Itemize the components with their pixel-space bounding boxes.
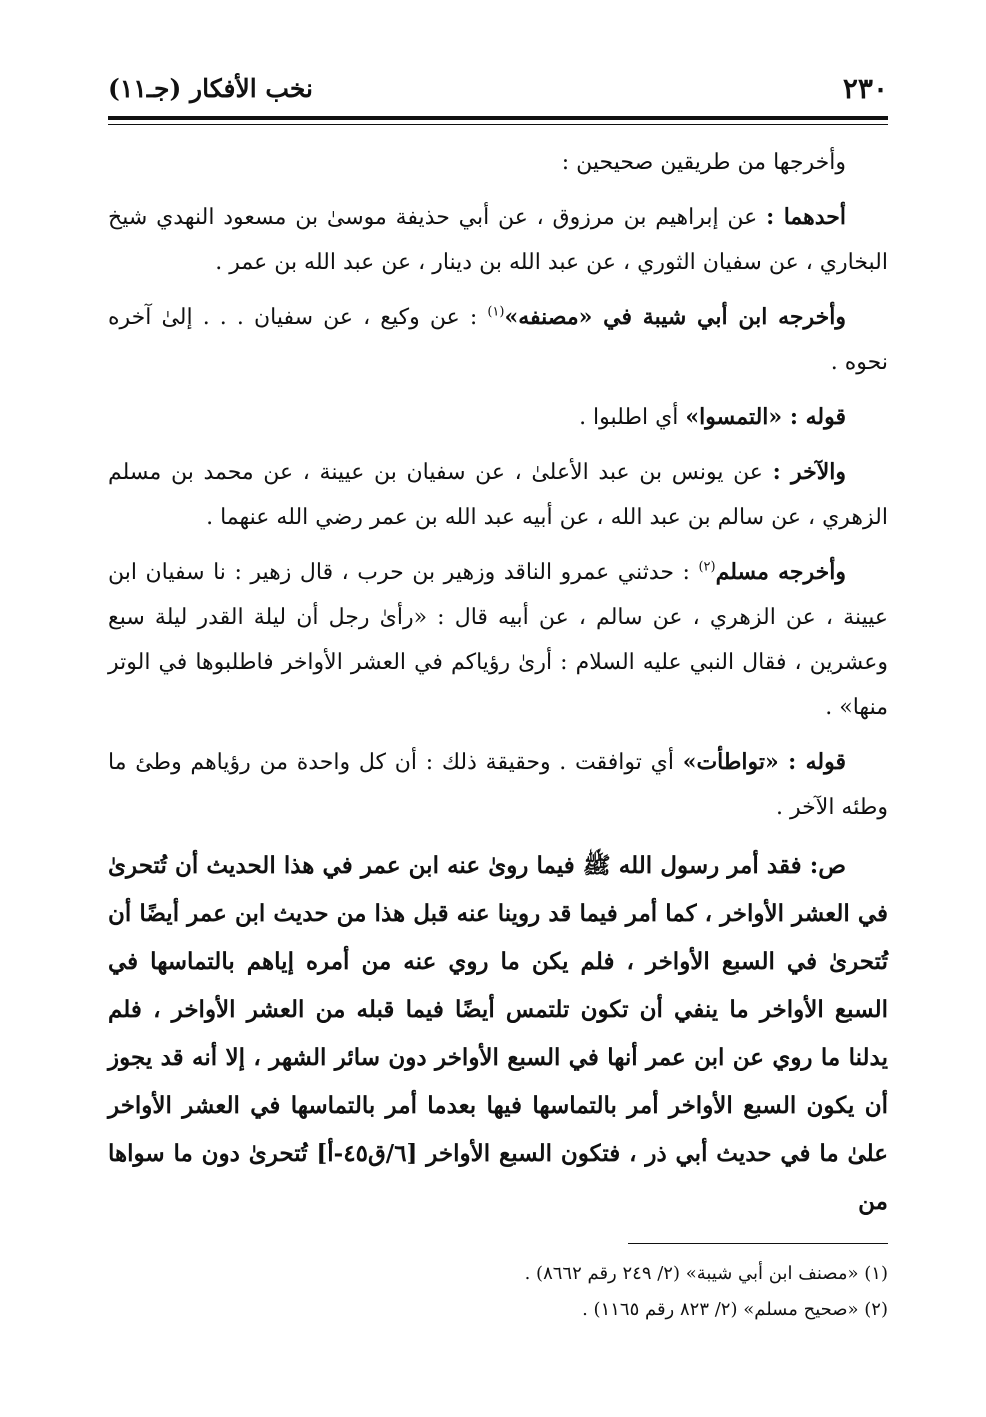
- muslim-lead: وأخرجه مسلم: [715, 559, 846, 585]
- footnote-2: (٢) «صحيح مسلم» (٢/ ٨٢٣ رقم ١١٦٥) .: [582, 1299, 888, 1320]
- footnote-1: (١) «مصنف ابن أبي شيبة» (٢/ ٢٤٩ رقم ٨٦٦٢) .: [524, 1263, 888, 1284]
- tawataat-text: أي توافقت . وحقيقة ذلك : أن كل واحدة من رؤياهم وطئ ما وطئه الآخر .: [108, 750, 888, 820]
- muslim-text: : حدثني عمرو الناقد وزهير بن حرب ، قال زهير : نا سفيان ابن عيينة ، عن الزهري ، عن سالم ، عن أبيه قال : «رأىٰ رجل أن ليلة القدر ليلة سبع وعشرين ، فقال النبي عليه السلام : أرىٰ رؤياكم في العشر الأواخر فاطلبوها في الوتر منها» .: [108, 560, 888, 720]
- ibn-abi-shayba-text: : عن وكيع ، عن سفيان . . . إلىٰ آخره نحوه .: [108, 305, 888, 375]
- header-rule-thick: [108, 116, 888, 120]
- first-route-text: عن إبراهيم بن مرزوق ، عن أبي حذيفة موسىٰ بن مسعود النهدي شيخ البخاري ، عن سفيان الثوري ، عن عبد الله بن دينار ، عن عبد الله بن عمر .: [108, 205, 888, 275]
- footnote-ref-2: (٢): [698, 559, 716, 575]
- book-page: [108, 0, 888, 1417]
- commentary-text: ص: فقد أمر رسول الله ﷺ فيما روىٰ عنه ابن عمر في هذا الحديث أن تُتحرىٰ في العشر الأواخر ، كما أمر فيما قد روينا عنه قبل هذا من حديث ابن عمر أيضًا أن تُتحرىٰ في السبع الأواخر ، فلم يكن ما روي عنه من أمره إياهم بالتماسها في السبع الأواخر ما ينفي أن تكون تلتمس أيضًا فيما قبله من العشر الأواخر ، فلم يدلنا ما روي عن ابن عمر أنها في السبع الأواخر دون سائر الشهر ، إلا أنه قد يجوز أن يكون السبع الأواخر أمر بالتماسها فيها بعدما أمر بالتماسها في العشر الأواخر علىٰ ما في حديث أبي ذر ، فتكون السبع الأواخر [٦/ق٤٥-أ] تُتحرىٰ دون ما سواها من: [108, 852, 889, 1215]
- first-route-lead: أحدهما :: [766, 204, 846, 230]
- iltamisu-lead: قوله : «التمسوا»: [685, 404, 846, 430]
- paragraph-intro: [108, 140, 888, 185]
- page-header: [108, 72, 888, 116]
- header-rule-thin: [108, 124, 888, 125]
- paragraph-second-route: [108, 450, 888, 540]
- footnote-divider: [628, 1243, 888, 1244]
- ibn-abi-shayba-lead: وأخرجه ابن أبي شيبة في «مصنفه»: [504, 304, 846, 330]
- second-route-lead: والآخر :: [772, 459, 846, 485]
- tawataat-lead: قوله : «تواطأت»: [682, 749, 847, 775]
- paragraph-tawataat: [108, 740, 888, 830]
- paragraph-first-route: [108, 195, 888, 285]
- page-number: ٢٣٠: [842, 72, 888, 105]
- second-route-text: عن يونس بن عبد الأعلىٰ ، عن سفيان بن عيينة ، عن محمد بن مسلم الزهري ، عن سالم بن عبد الله ، عن أبيه عبد الله بن عمر رضي الله عنهما .: [108, 460, 888, 530]
- main-text: [108, 140, 888, 1236]
- paragraph-muslim: [108, 550, 888, 730]
- intro-text: وأخرجها من طريقين صحيحين :: [561, 150, 846, 175]
- paragraph-commentary: [108, 842, 888, 1226]
- running-title: نخب الأفكار (جـ١١): [108, 74, 314, 103]
- paragraph-ibn-abi-shayba: [108, 295, 888, 385]
- footnote-ref-1: (١): [487, 304, 505, 320]
- footnotes: [108, 1256, 888, 1328]
- iltamisu-text: أي اطلبوا .: [579, 405, 686, 430]
- paragraph-iltamisu: [108, 395, 888, 440]
